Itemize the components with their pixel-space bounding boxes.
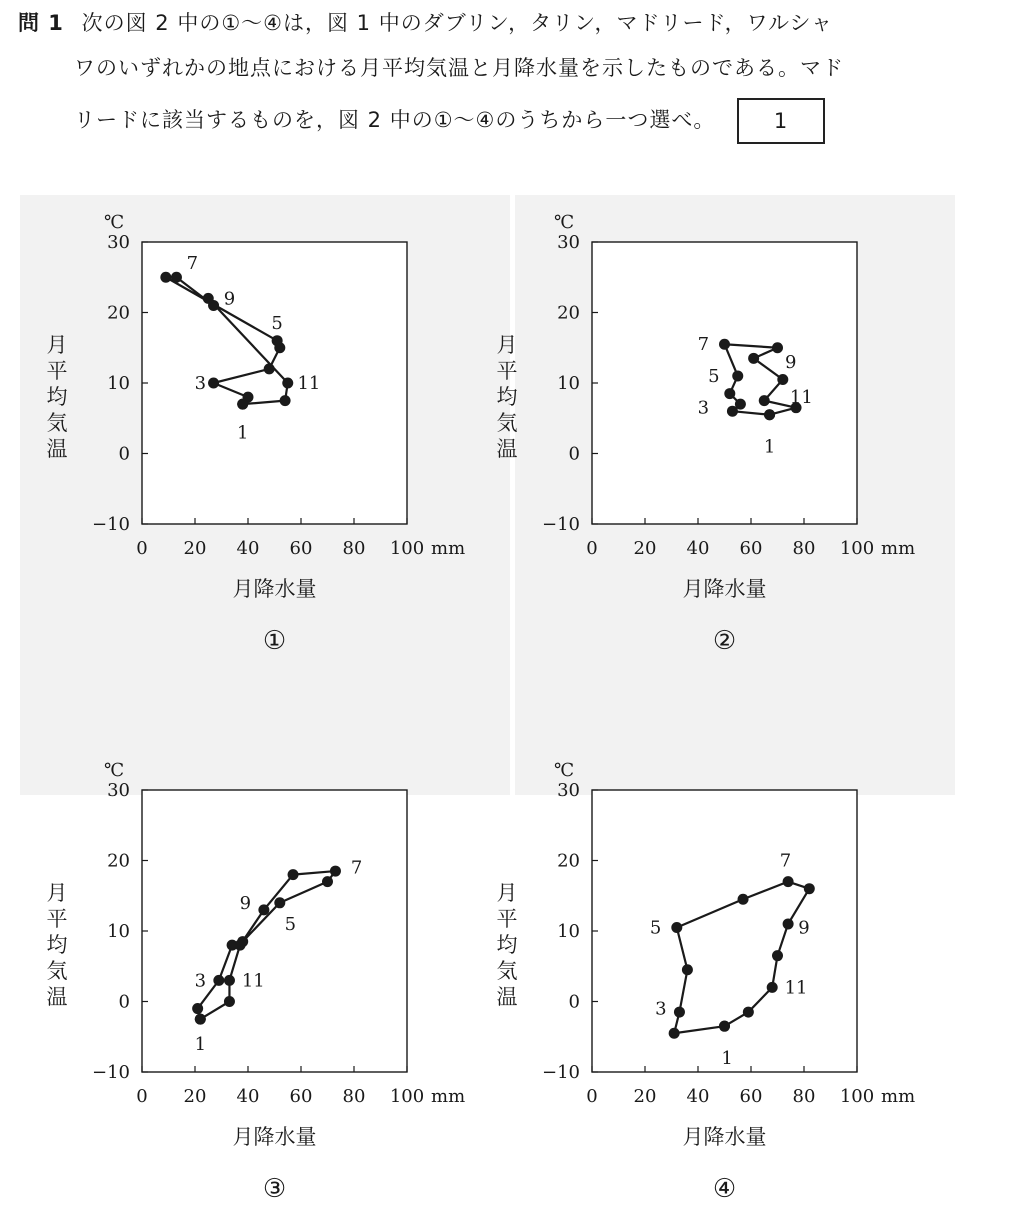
data-point: [264, 363, 275, 374]
y-tick-label: −10: [92, 514, 130, 535]
month-label: 3: [194, 373, 207, 394]
data-point: [280, 395, 291, 406]
data-point: [224, 996, 235, 1007]
data-point: [783, 876, 794, 887]
month-label: 11: [784, 977, 808, 999]
data-point: [235, 940, 246, 951]
data-point: [208, 378, 219, 389]
y-tick-label: 0: [118, 443, 130, 465]
month-label: 1: [236, 422, 249, 444]
y-axis-label-char: 月: [496, 333, 518, 357]
data-point: [783, 918, 794, 929]
y-tick-label: 0: [568, 443, 580, 465]
month-label: 1: [763, 436, 776, 458]
plot-frame: [142, 790, 407, 1072]
month-label: 9: [798, 917, 810, 939]
x-tick-label: 0: [136, 538, 148, 559]
data-point: [330, 866, 341, 877]
y-axis-label-char: 温: [46, 985, 68, 1009]
x-tick-label: 60: [739, 538, 763, 559]
y-axis-label-char: 気: [496, 959, 518, 983]
data-point: [764, 409, 775, 420]
y-unit-label: ℃: [554, 760, 575, 781]
plot-frame: [142, 242, 407, 524]
x-tick-label: 20: [633, 538, 657, 559]
x-tick-label: 60: [289, 1086, 313, 1107]
y-axis-label-char: 均: [46, 385, 68, 409]
y-axis-label-char: 月: [46, 881, 68, 905]
month-label: 5: [708, 365, 720, 387]
y-tick-label: 10: [107, 921, 130, 942]
data-point: [719, 1021, 730, 1032]
x-unit-label: mm: [431, 1086, 466, 1107]
x-tick-label: 100: [389, 1086, 425, 1107]
question-text-2: ワのいずれかの地点における月平均気温と月降水量を示したものである。マド: [74, 56, 844, 80]
data-point: [682, 964, 693, 975]
question-line-1: [18, 8, 1024, 38]
x-axis-label: 月降水量: [682, 1125, 767, 1149]
x-unit-label: mm: [431, 538, 466, 559]
data-point: [759, 395, 770, 406]
y-tick-label: 10: [107, 373, 130, 394]
question-line-3: [74, 98, 1024, 144]
month-label: 3: [194, 970, 207, 992]
question-text-3: リードに該当するものを，図 2 中の①〜④のうちから一つ選べ。: [74, 108, 716, 132]
y-axis-label-char: 月: [46, 333, 68, 357]
data-point: [160, 272, 171, 283]
month-label: 7: [697, 334, 710, 356]
y-tick-label: 30: [107, 232, 130, 253]
y-tick-label: 20: [557, 850, 580, 872]
month-label: 1: [194, 1033, 207, 1055]
y-unit-label: ℃: [104, 212, 125, 233]
data-point: [671, 922, 682, 933]
x-tick-label: 100: [839, 1086, 875, 1107]
panel-label: ④: [712, 1174, 737, 1204]
y-tick-label: 20: [107, 850, 130, 872]
y-tick-label: 30: [557, 780, 580, 801]
y-axis-label-char: 月: [496, 881, 518, 905]
month-label: 3: [697, 397, 710, 419]
data-point: [213, 975, 224, 986]
panel-label: ②: [712, 626, 737, 656]
data-point: [237, 399, 248, 410]
data-point: [719, 339, 730, 350]
y-axis-label-char: 気: [46, 959, 68, 983]
y-tick-label: 20: [107, 302, 130, 324]
climograph-1: [30, 200, 500, 660]
y-axis-label-char: 均: [496, 385, 518, 409]
x-tick-label: 0: [586, 538, 598, 559]
month-label: 9: [785, 351, 797, 373]
month-label: 7: [186, 253, 199, 275]
y-axis-label-char: 温: [496, 437, 518, 461]
y-unit-label: ℃: [554, 212, 575, 233]
x-axis-label: 月降水量: [232, 577, 317, 601]
x-tick-label: 40: [236, 1086, 260, 1107]
y-tick-label: 0: [568, 991, 580, 1013]
y-axis-label-char: 均: [46, 933, 68, 957]
y-tick-label: 0: [118, 991, 130, 1013]
y-axis-label-char: 均: [496, 933, 518, 957]
data-point: [669, 1028, 680, 1039]
data-point: [192, 1003, 203, 1014]
y-axis-label-char: 気: [496, 411, 518, 435]
x-tick-label: 80: [342, 1086, 366, 1107]
x-tick-label: 0: [136, 1086, 148, 1107]
data-point: [258, 904, 269, 915]
y-axis-label-char: 気: [46, 411, 68, 435]
month-label: 11: [789, 387, 813, 409]
y-tick-label: 30: [107, 780, 130, 801]
x-tick-label: 40: [686, 1086, 710, 1107]
question-text-1: 次の図 2 中の①〜④は，図 1 中のダブリン，タリン，マドリード，ワルシャ: [81, 11, 834, 35]
y-tick-label: 20: [557, 302, 580, 324]
x-axis-label: 月降水量: [232, 1125, 317, 1149]
x-tick-label: 60: [289, 538, 313, 559]
question-number: 問 1: [18, 11, 64, 35]
x-unit-label: mm: [881, 1086, 916, 1107]
x-tick-label: 100: [839, 538, 875, 559]
data-point: [767, 982, 778, 993]
data-point: [772, 342, 783, 353]
month-label: 3: [655, 998, 667, 1020]
data-point: [748, 353, 759, 364]
y-axis-label-char: 平: [46, 907, 68, 931]
x-tick-label: 20: [183, 1086, 207, 1107]
y-unit-label: ℃: [104, 760, 125, 781]
data-point: [282, 378, 293, 389]
data-point: [735, 399, 746, 410]
y-axis-label-char: 温: [496, 985, 518, 1009]
y-tick-label: 10: [557, 921, 580, 942]
data-point: [743, 1007, 754, 1018]
month-label: 7: [779, 850, 792, 872]
y-axis-label-char: 平: [46, 359, 68, 383]
x-tick-label: 20: [183, 538, 207, 559]
month-label: 5: [649, 917, 662, 939]
month-label: 1: [721, 1047, 733, 1069]
x-tick-label: 40: [236, 538, 260, 559]
month-label: 11: [297, 373, 321, 394]
x-tick-label: 40: [686, 538, 710, 559]
data-point: [272, 335, 283, 346]
y-axis-label-char: 平: [496, 907, 518, 931]
x-unit-label: mm: [881, 538, 916, 559]
data-point: [724, 388, 735, 399]
month-label: 5: [271, 313, 283, 335]
x-axis-label: 月降水量: [682, 577, 767, 601]
data-point: [732, 370, 743, 381]
x-tick-label: 80: [792, 538, 816, 559]
climograph-3: [30, 748, 500, 1208]
data-point: [674, 1007, 685, 1018]
data-point: [195, 1014, 206, 1025]
data-point: [203, 293, 214, 304]
data-point: [322, 876, 333, 887]
y-tick-label: −10: [92, 1062, 130, 1083]
climograph-2: [480, 200, 950, 660]
month-label: 9: [223, 288, 236, 310]
y-axis-label-char: 平: [496, 359, 518, 383]
data-point: [804, 883, 815, 894]
x-tick-label: 100: [389, 538, 425, 559]
plot-frame: [592, 242, 857, 524]
month-label: 5: [284, 913, 297, 935]
data-point: [738, 894, 749, 905]
y-tick-label: −10: [542, 514, 580, 535]
data-point: [171, 272, 182, 283]
y-tick-label: 10: [557, 373, 580, 394]
data-point: [288, 869, 299, 880]
x-tick-label: 0: [586, 1086, 598, 1107]
x-tick-label: 60: [739, 1086, 763, 1107]
climograph-4: [480, 748, 950, 1208]
panel-label: ①: [262, 626, 287, 656]
month-label: 7: [350, 857, 363, 879]
y-tick-label: −10: [542, 1062, 580, 1083]
panel-label: ③: [262, 1174, 287, 1204]
data-point: [772, 950, 783, 961]
answer-box[interactable]: 1: [737, 98, 825, 144]
month-label: 11: [241, 970, 265, 992]
month-label: 9: [239, 892, 252, 914]
y-tick-label: 30: [557, 232, 580, 253]
y-axis-label-char: 温: [46, 437, 68, 461]
x-tick-label: 20: [633, 1086, 657, 1107]
question-line-2: [74, 53, 1024, 83]
data-point: [224, 975, 235, 986]
data-point: [274, 897, 285, 908]
data-point: [777, 374, 788, 385]
x-tick-label: 80: [792, 1086, 816, 1107]
x-tick-label: 80: [342, 538, 366, 559]
